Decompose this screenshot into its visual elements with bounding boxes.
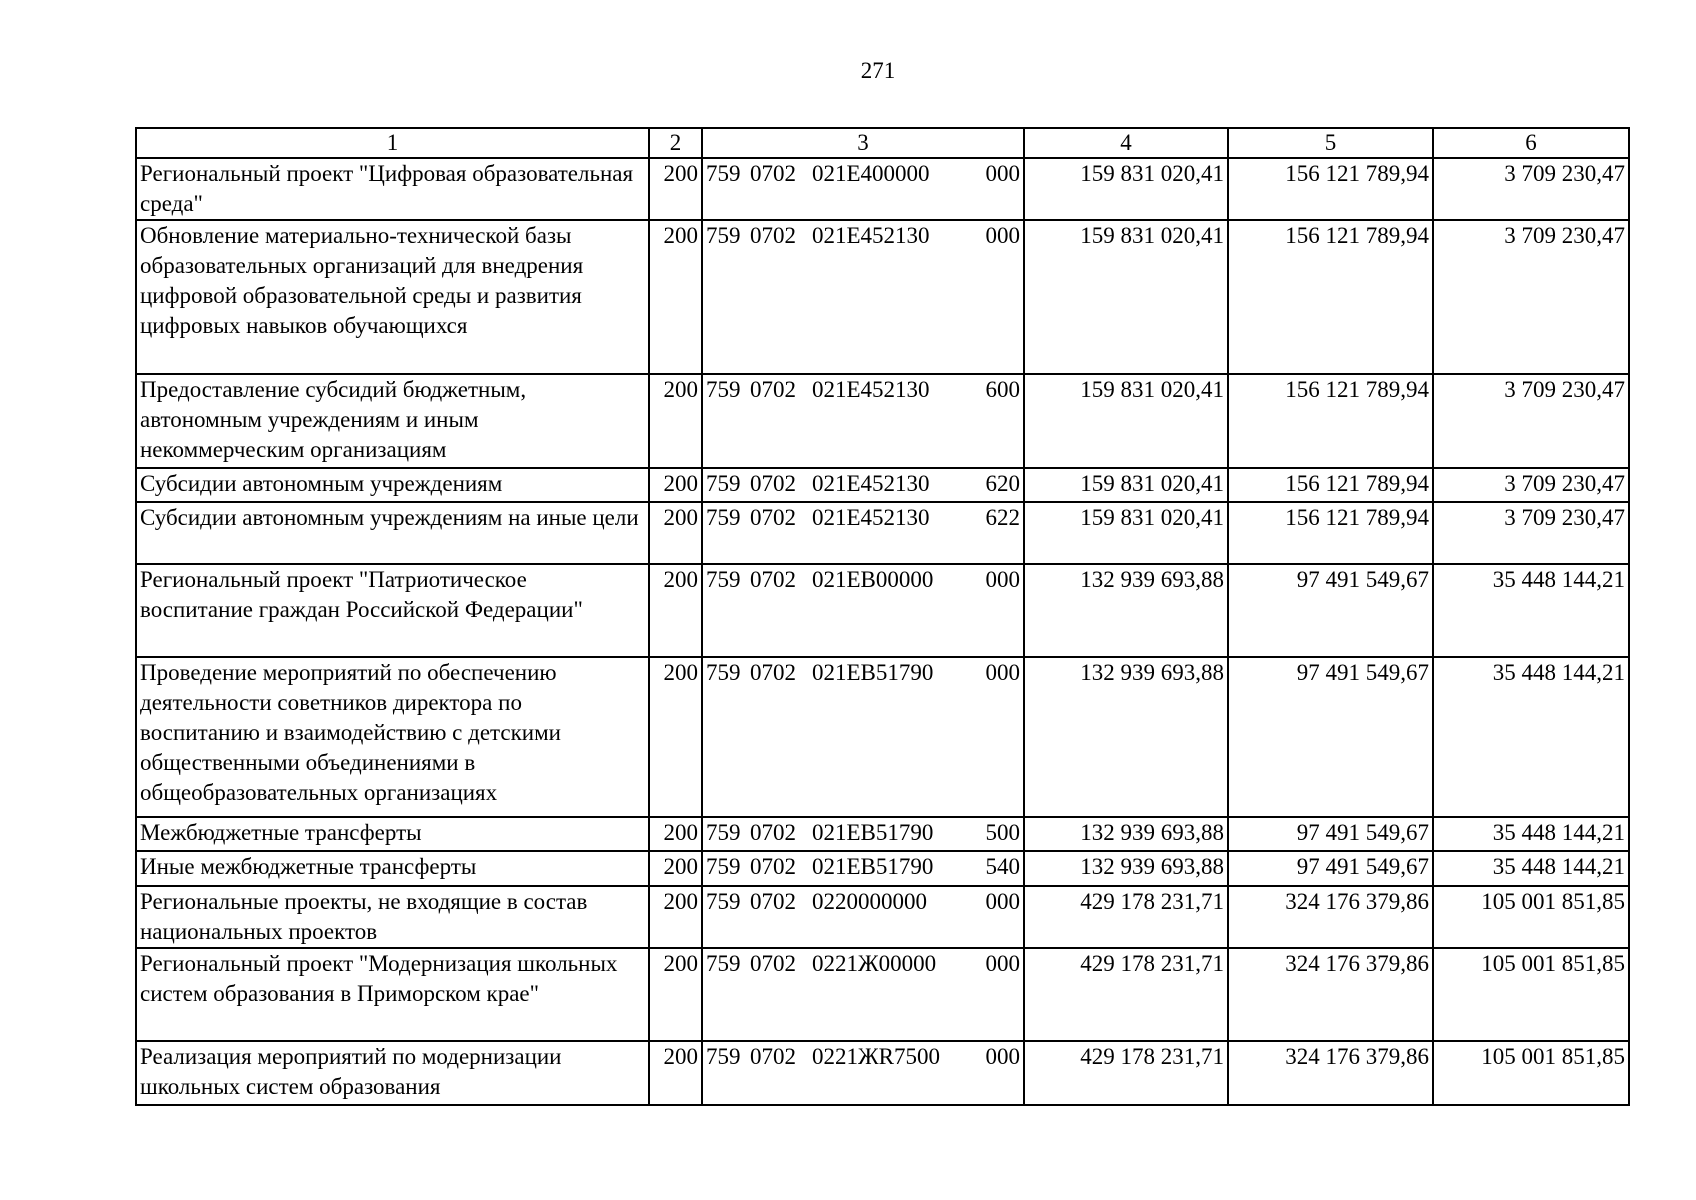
row-name: Региональные проекты, не входящие в состав национальных проектов: [136, 886, 649, 948]
code-part: 759: [706, 471, 741, 496]
row-code-3: [702, 468, 1024, 502]
code-part: 0702: [750, 951, 796, 976]
budget-table: [135, 127, 1630, 1106]
row-value-6: 3 709 230,47: [1433, 158, 1629, 220]
code-part: 759: [706, 377, 741, 402]
row-code-3: [702, 948, 1024, 1041]
row-code-2: 200: [649, 564, 702, 657]
row-value-4: 132 939 693,88: [1024, 851, 1228, 886]
code-part: 0702: [750, 854, 796, 879]
row-code-3: [702, 817, 1024, 851]
row-value-6: 3 709 230,47: [1433, 502, 1629, 564]
code-part: 0702: [750, 1044, 796, 1069]
table-row: [136, 220, 1629, 374]
code-part: 000: [985, 660, 1020, 685]
row-value-5: 156 121 789,94: [1228, 502, 1433, 564]
code-part: 759: [706, 1044, 741, 1069]
table-row: [136, 158, 1629, 220]
row-value-5: 156 121 789,94: [1228, 374, 1433, 468]
code-part: 0702: [750, 223, 796, 248]
row-value-5: 97 491 549,67: [1228, 564, 1433, 657]
row-name: Региональный проект "Патриотическое воспитание граждан Российской Федерации": [136, 564, 649, 657]
row-value-5: 97 491 549,67: [1228, 657, 1433, 817]
code-part: 0702: [750, 505, 796, 530]
code-part: 000: [985, 1044, 1020, 1069]
code-part: 759: [706, 854, 741, 879]
code-part: 0702: [750, 377, 796, 402]
row-name: Проведение мероприятий по обеспечению деятельности советников директора по воспитанию и взаимодействию с детскими общественными объединениями в общеобразовательных организациях: [136, 657, 649, 817]
row-value-6: 105 001 851,85: [1433, 948, 1629, 1041]
code-part: 021EB51790: [812, 820, 934, 845]
table-row: [136, 1041, 1629, 1105]
row-value-6: 105 001 851,85: [1433, 886, 1629, 948]
column-header: 4: [1024, 128, 1228, 158]
code-part: 759: [706, 161, 741, 186]
code-part: 620: [985, 471, 1020, 496]
page-number: 271: [860, 58, 896, 83]
code-part: 759: [706, 820, 741, 845]
row-value-4: 429 178 231,71: [1024, 948, 1228, 1041]
row-value-5: 324 176 379,86: [1228, 886, 1433, 948]
row-value-4: 429 178 231,71: [1024, 1041, 1228, 1105]
row-name: Предоставление субсидий бюджетным, автономным учреждениям и иным некоммерческим организациям: [136, 374, 649, 468]
table-row: [136, 948, 1629, 1041]
row-value-6: 35 448 144,21: [1433, 657, 1629, 817]
code-part: 500: [985, 820, 1020, 845]
code-part: 540: [985, 854, 1020, 879]
row-value-4: 159 831 020,41: [1024, 220, 1228, 374]
row-code-2: 200: [649, 468, 702, 502]
table-row: [136, 817, 1629, 851]
row-value-6: 35 448 144,21: [1433, 564, 1629, 657]
row-value-5: 97 491 549,67: [1228, 817, 1433, 851]
code-part: 000: [985, 223, 1020, 248]
table-row: [136, 564, 1629, 657]
code-part: 0702: [750, 660, 796, 685]
row-name: Межбюджетные трансферты: [136, 817, 649, 851]
column-header: 5: [1228, 128, 1433, 158]
row-value-5: 324 176 379,86: [1228, 1041, 1433, 1105]
code-part: 759: [706, 505, 741, 530]
code-part: 0702: [750, 889, 796, 914]
row-name: Региональный проект "Модернизация школьных систем образования в Приморском крае": [136, 948, 649, 1041]
row-code-3: [702, 886, 1024, 948]
row-code-2: 200: [649, 851, 702, 886]
code-part: 759: [706, 223, 741, 248]
code-part: 021E400000: [812, 161, 930, 186]
code-part: 0221ЖR7500: [812, 1044, 940, 1069]
row-name: Субсидии автономным учреждениям: [136, 468, 649, 502]
row-value-6: 3 709 230,47: [1433, 220, 1629, 374]
table-row: [136, 502, 1629, 564]
row-code-2: 200: [649, 220, 702, 374]
row-name: Иные межбюджетные трансферты: [136, 851, 649, 886]
code-part: 021E452130: [812, 471, 930, 496]
code-part: 021E452130: [812, 377, 930, 402]
code-part: 759: [706, 660, 741, 685]
code-part: 021E452130: [812, 505, 930, 530]
table-header-row: [136, 128, 1629, 158]
row-value-6: 3 709 230,47: [1433, 374, 1629, 468]
code-part: 622: [985, 505, 1020, 530]
row-value-5: 324 176 379,86: [1228, 948, 1433, 1041]
row-value-5: 156 121 789,94: [1228, 220, 1433, 374]
row-value-5: 97 491 549,67: [1228, 851, 1433, 886]
row-value-4: 159 831 020,41: [1024, 158, 1228, 220]
code-part: 759: [706, 567, 741, 592]
row-value-6: 105 001 851,85: [1433, 1041, 1629, 1105]
row-value-4: 132 939 693,88: [1024, 817, 1228, 851]
row-code-2: 200: [649, 1041, 702, 1105]
row-code-3: [702, 1041, 1024, 1105]
row-name: Субсидии автономным учреждениям на иные цели: [136, 502, 649, 564]
code-part: 000: [985, 161, 1020, 186]
row-value-6: 35 448 144,21: [1433, 817, 1629, 851]
row-value-4: 159 831 020,41: [1024, 374, 1228, 468]
row-value-4: 132 939 693,88: [1024, 657, 1228, 817]
table-row: [136, 468, 1629, 502]
row-code-3: [702, 220, 1024, 374]
row-value-6: 35 448 144,21: [1433, 851, 1629, 886]
table-row: [136, 657, 1629, 817]
row-code-3: [702, 564, 1024, 657]
code-part: 021E452130: [812, 223, 930, 248]
code-part: 021EB00000: [812, 567, 934, 592]
row-name: Обновление материально-технической базы образовательных организаций для внедрения цифровой образовательной среды и развития цифровых навыков обучающихся: [136, 220, 649, 374]
code-part: 000: [985, 951, 1020, 976]
code-part: 0702: [750, 471, 796, 496]
row-name: Реализация мероприятий по модернизации школьных систем образования: [136, 1041, 649, 1105]
row-value-4: 159 831 020,41: [1024, 502, 1228, 564]
code-part: 0702: [750, 820, 796, 845]
row-code-2: 200: [649, 374, 702, 468]
row-code-3: [702, 851, 1024, 886]
code-part: 759: [706, 951, 741, 976]
code-part: 759: [706, 889, 741, 914]
row-code-2: 200: [649, 948, 702, 1041]
code-part: 000: [985, 889, 1020, 914]
row-code-2: 200: [649, 886, 702, 948]
column-header: 2: [649, 128, 702, 158]
row-code-3: [702, 374, 1024, 468]
column-header: 1: [136, 128, 649, 158]
row-value-5: 156 121 789,94: [1228, 468, 1433, 502]
row-code-2: 200: [649, 657, 702, 817]
table-row: [136, 886, 1629, 948]
code-part: 0220000000: [812, 889, 927, 914]
code-part: 0221Ж00000: [812, 951, 937, 976]
code-part: 600: [985, 377, 1020, 402]
table-row: [136, 374, 1629, 468]
row-code-3: [702, 502, 1024, 564]
row-code-3: [702, 657, 1024, 817]
row-value-4: 159 831 020,41: [1024, 468, 1228, 502]
code-part: 0702: [750, 567, 796, 592]
row-code-2: 200: [649, 502, 702, 564]
row-value-6: 3 709 230,47: [1433, 468, 1629, 502]
column-header: 6: [1433, 128, 1629, 158]
code-part: 021EB51790: [812, 660, 934, 685]
code-part: 021EB51790: [812, 854, 934, 879]
column-header: 3: [702, 128, 1024, 158]
code-part: 0702: [750, 161, 796, 186]
row-code-3: [702, 158, 1024, 220]
row-value-5: 156 121 789,94: [1228, 158, 1433, 220]
row-value-4: 429 178 231,71: [1024, 886, 1228, 948]
row-code-2: 200: [649, 158, 702, 220]
row-name: Региональный проект "Цифровая образовательная среда": [136, 158, 649, 220]
row-value-4: 132 939 693,88: [1024, 564, 1228, 657]
code-part: 000: [985, 567, 1020, 592]
table-row: [136, 851, 1629, 886]
row-code-2: 200: [649, 817, 702, 851]
